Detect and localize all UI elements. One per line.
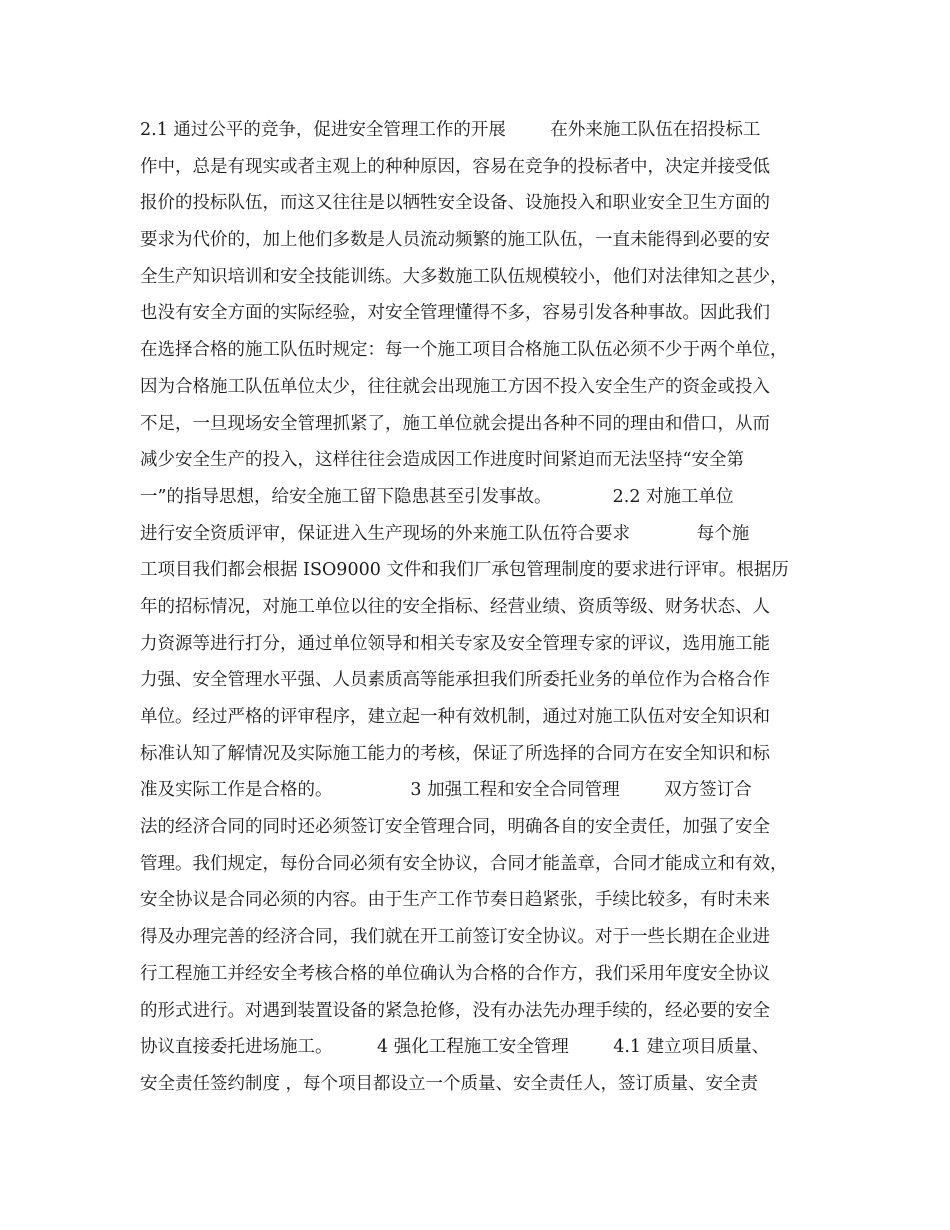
text-line: 协议直接委托进场施工。 4 强化工程施工安全管理 4.1 建立项目质量、: [140, 1037, 770, 1058]
text-line: 不足，一旦现场安全管理抓紧了，施工单位就会提出各种不同的理由和借口，从而: [140, 413, 770, 434]
text-line: 准及实际工作是合格的。 3 加强工程和安全合同管理 双方签订合: [140, 780, 752, 801]
text-line: 力资源等进行打分，通过单位领导和相关专家及安全管理专家的评议，选用施工能: [140, 633, 770, 654]
text-line: 2.1 通过公平的竞争，促进安全管理工作的开展 在外来施工队伍在招投标工: [140, 120, 761, 140]
text-line: 要求为代价的，加上他们多数是人员流动频繁的施工队伍，一直未能得到必要的安: [140, 230, 770, 251]
text-line: 全生产知识培训和安全技能训练。大多数施工队伍规模较小，他们对法律知之甚少，: [140, 266, 788, 287]
body-text: [140, 112, 840, 1103]
text-line: 管理。我们规定，每份合同必须有安全协议，合同才能盖章，合同才能成立和有效，: [140, 853, 788, 874]
text-line: 安全协议是合同必须的内容。由于生产工作节奏日趋紧张，手续比较多，有时未来: [140, 890, 770, 911]
text-line: 的形式进行。对遇到装置设备的紧急抢修，没有办法先办理手续的，经必要的安全: [140, 1000, 770, 1021]
text-line: 行工程施工并经安全考核合格的单位确认为合格的合作方，我们采用年度安全协议: [140, 963, 770, 984]
text-line: 安全责任签约制度 ，每个项目都设立一个质量、安全责任人，签订质量、安全责: [140, 1073, 759, 1094]
text-line: 得及办理完善的经济合同，我们就在开工前签订安全协议。对于一些长期在企业进: [140, 927, 770, 948]
text-line: 进行安全资质评审，保证进入生产现场的外来施工队伍符合要求 每个施: [140, 523, 750, 544]
text-line: 工项目我们都会根据 ISO9000 文件和我们厂承包管理制度的要求进行评审。根据历: [140, 560, 789, 581]
text-line: 单位。经过严格的评审程序，建立起一种有效机制，通过对施工队伍对安全知识和: [140, 707, 770, 727]
text-line: 报价的投标队伍，而这又往往是以牺牲安全设备、设施投入和职业安全卫生方面的: [140, 193, 770, 214]
text-line: 因为合格施工队伍单位太少，往往就会出现施工方因不投入安全生产的资金或投入: [140, 376, 770, 397]
text-line: 在选择合格的施工队伍时规定：每一个施工项目合格施工队伍必须不少于两个单位，: [140, 340, 788, 361]
text-line: 也没有安全方面的实际经验，对安全管理懂得不多，容易引发各种事故。因此我们: [140, 303, 770, 324]
text-line: 力强、安全管理水平强、人员素质高等能承担我们所委托业务的单位作为合格合作: [140, 670, 770, 691]
text-line: 减少安全生产的投入，这样往往会造成因工作进度时间紧迫而无法坚持“安全第: [140, 450, 744, 471]
text-line: 年的招标情况，对施工单位以往的安全指标、经营业绩、资质等级、财务状态、人: [140, 596, 770, 617]
text-line: 作中，总是有现实或者主观上的种种原因，容易在竞争的投标者中，决定并接受低: [140, 156, 770, 177]
text-line: 一”的指导思想，给安全施工留下隐患甚至引发事故。 2.2 对施工单位: [140, 486, 734, 507]
text-line: 法的经济合同的同时还必须签订安全管理合同，明确各自的安全责任，加强了安全: [140, 817, 770, 838]
text-line: 标准认知了解情况及实际施工能力的考核，保证了所选择的合同方在安全知识和标: [140, 743, 770, 764]
